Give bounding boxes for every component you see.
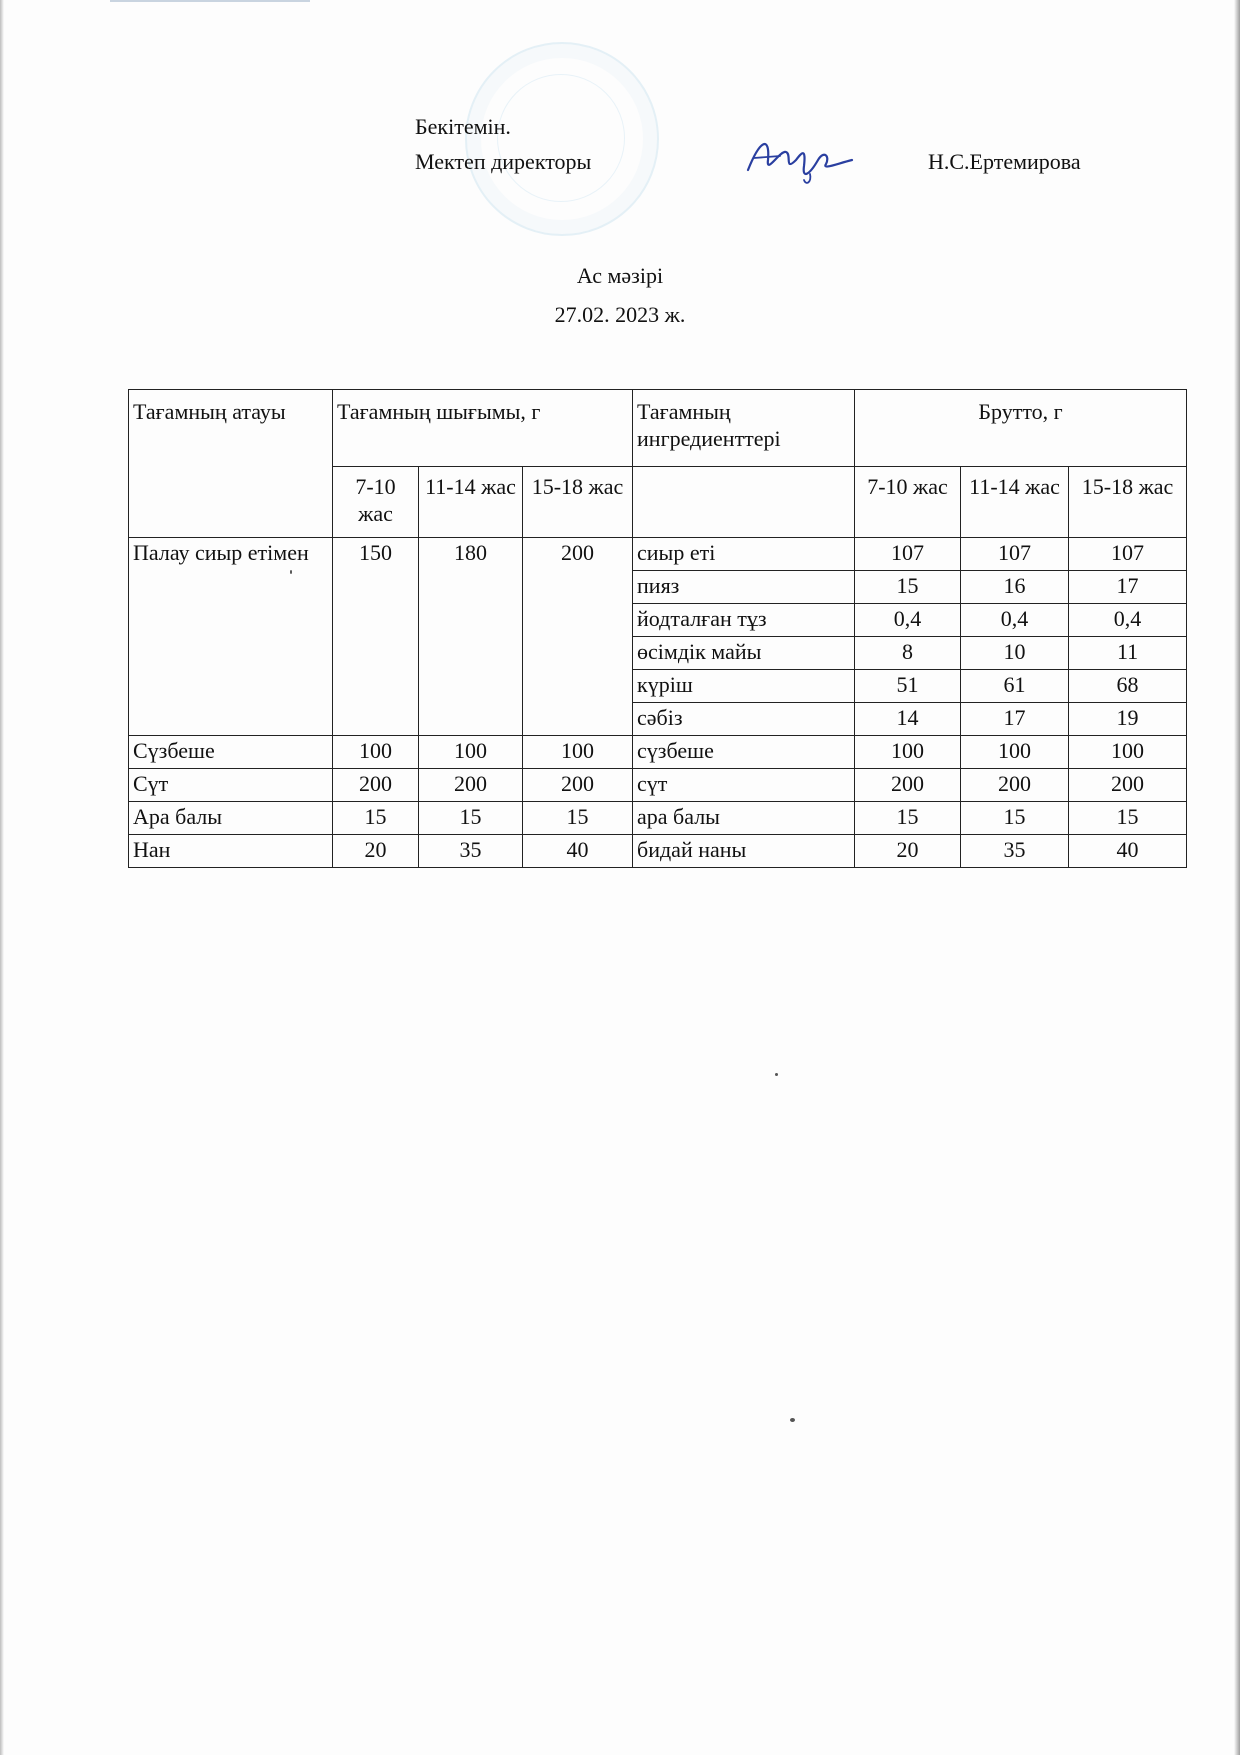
ingredient-brutto: 51: [855, 670, 961, 703]
director-title: Мектеп директоры: [415, 149, 592, 174]
dish-yield: 100: [333, 736, 419, 769]
ingredient-brutto: 107: [1069, 538, 1187, 571]
table-row: [129, 835, 1187, 868]
ingredient-name: бидай наны: [633, 835, 855, 868]
table-row: [129, 769, 1187, 802]
ingredient-brutto: 14: [855, 703, 961, 736]
ingredient-brutto: 0,4: [961, 604, 1069, 637]
ingredient-name: сиыр еті: [633, 538, 855, 571]
ingredient-name: өсімдік майы: [633, 637, 855, 670]
header-brutto-age-1: 7-10 жас: [855, 467, 961, 538]
ingredient-brutto: 19: [1069, 703, 1187, 736]
approval-label: Бекітемін.: [415, 114, 511, 139]
table-header-row: [129, 390, 1187, 467]
dish-yield: 20: [333, 835, 419, 868]
ingredient-brutto: 8: [855, 637, 961, 670]
ingredient-brutto: 107: [961, 538, 1069, 571]
ingredient-name: сүт: [633, 769, 855, 802]
scan-speck: [790, 1418, 795, 1422]
table-row: [129, 802, 1187, 835]
ingredient-brutto: 200: [1069, 769, 1187, 802]
ingredient-brutto: 16: [961, 571, 1069, 604]
ingredient-brutto: 17: [961, 703, 1069, 736]
ingredient-brutto: 68: [1069, 670, 1187, 703]
ingredient-brutto: 15: [855, 802, 961, 835]
dish-yield: 40: [523, 835, 633, 868]
ingredient-brutto: 200: [855, 769, 961, 802]
dish-name: Ара балы: [129, 802, 333, 835]
dish-name: Сүзбеше: [129, 736, 333, 769]
dish-yield: 15: [419, 802, 523, 835]
scan-speck: [775, 1073, 778, 1076]
document-title: Ас мәзірі: [576, 263, 664, 288]
ingredient-brutto: 100: [855, 736, 961, 769]
ingredient-brutto: 0,4: [855, 604, 961, 637]
ingredient-brutto: 10: [961, 637, 1069, 670]
ingredient-name: сәбіз: [633, 703, 855, 736]
dish-yield: 200: [419, 769, 523, 802]
dish-name: Палау сиыр етімен: [129, 538, 333, 736]
table-row: [129, 538, 1187, 571]
header-brutto-age-3: 15-18 жас: [1069, 467, 1187, 538]
stamp-inner-ring: [497, 74, 625, 202]
ingredient-name: сүзбеше: [633, 736, 855, 769]
dish-yield: 200: [523, 769, 633, 802]
ingredient-name: йодталған тұз: [633, 604, 855, 637]
ingredient-brutto: 40: [1069, 835, 1187, 868]
ingredient-brutto: 15: [961, 802, 1069, 835]
document-date: 27.02. 2023 ж.: [554, 302, 686, 327]
menu-table: [128, 389, 1187, 868]
ingredient-brutto: 100: [961, 736, 1069, 769]
dish-yield: 200: [523, 538, 633, 736]
ingredient-brutto: 61: [961, 670, 1069, 703]
ingredient-brutto: 107: [855, 538, 961, 571]
dish-yield: 35: [419, 835, 523, 868]
dish-yield: 200: [333, 769, 419, 802]
dish-yield: 180: [419, 538, 523, 736]
header-yield-age-1: 7-10 жас: [333, 467, 419, 538]
dish-yield: 15: [333, 802, 419, 835]
header-yield-age-2: 11-14 жас: [419, 467, 523, 538]
ingredient-brutto: 15: [1069, 802, 1187, 835]
dish-yield: 100: [419, 736, 523, 769]
director-name: Н.С.Ертемирова: [928, 149, 1081, 174]
dish-name: Нан: [129, 835, 333, 868]
ingredient-name: ара балы: [633, 802, 855, 835]
ingredient-brutto: 15: [855, 571, 961, 604]
dish-name: Сүт: [129, 769, 333, 802]
header-ingredients: Тағамның ингредиенттері: [633, 390, 855, 467]
ingredient-brutto: 17: [1069, 571, 1187, 604]
dish-yield: 100: [523, 736, 633, 769]
table-row: [129, 736, 1187, 769]
dish-yield: 150: [333, 538, 419, 736]
dish-yield: 15: [523, 802, 633, 835]
ingredient-brutto: 200: [961, 769, 1069, 802]
ingredient-name: күріш: [633, 670, 855, 703]
scan-mark: [110, 0, 310, 2]
header-yield-age-3: 15-18 жас: [523, 467, 633, 538]
header-yield: Тағамның шығымы, г: [333, 390, 633, 467]
ingredient-brutto: 0,4: [1069, 604, 1187, 637]
ingredient-brutto: 11: [1069, 637, 1187, 670]
director-signature: [740, 130, 860, 190]
ingredient-brutto: 100: [1069, 736, 1187, 769]
scan-speck: [290, 570, 292, 574]
header-brutto-age-2: 11-14 жас: [961, 467, 1069, 538]
ingredient-brutto: 20: [855, 835, 961, 868]
ingredient-name: пияз: [633, 571, 855, 604]
ingredient-brutto: 35: [961, 835, 1069, 868]
header-brutto: Брутто, г: [855, 390, 1187, 467]
header-dish-name: Тағамның атауы: [129, 390, 333, 538]
header-ingredients-empty: [633, 467, 855, 538]
